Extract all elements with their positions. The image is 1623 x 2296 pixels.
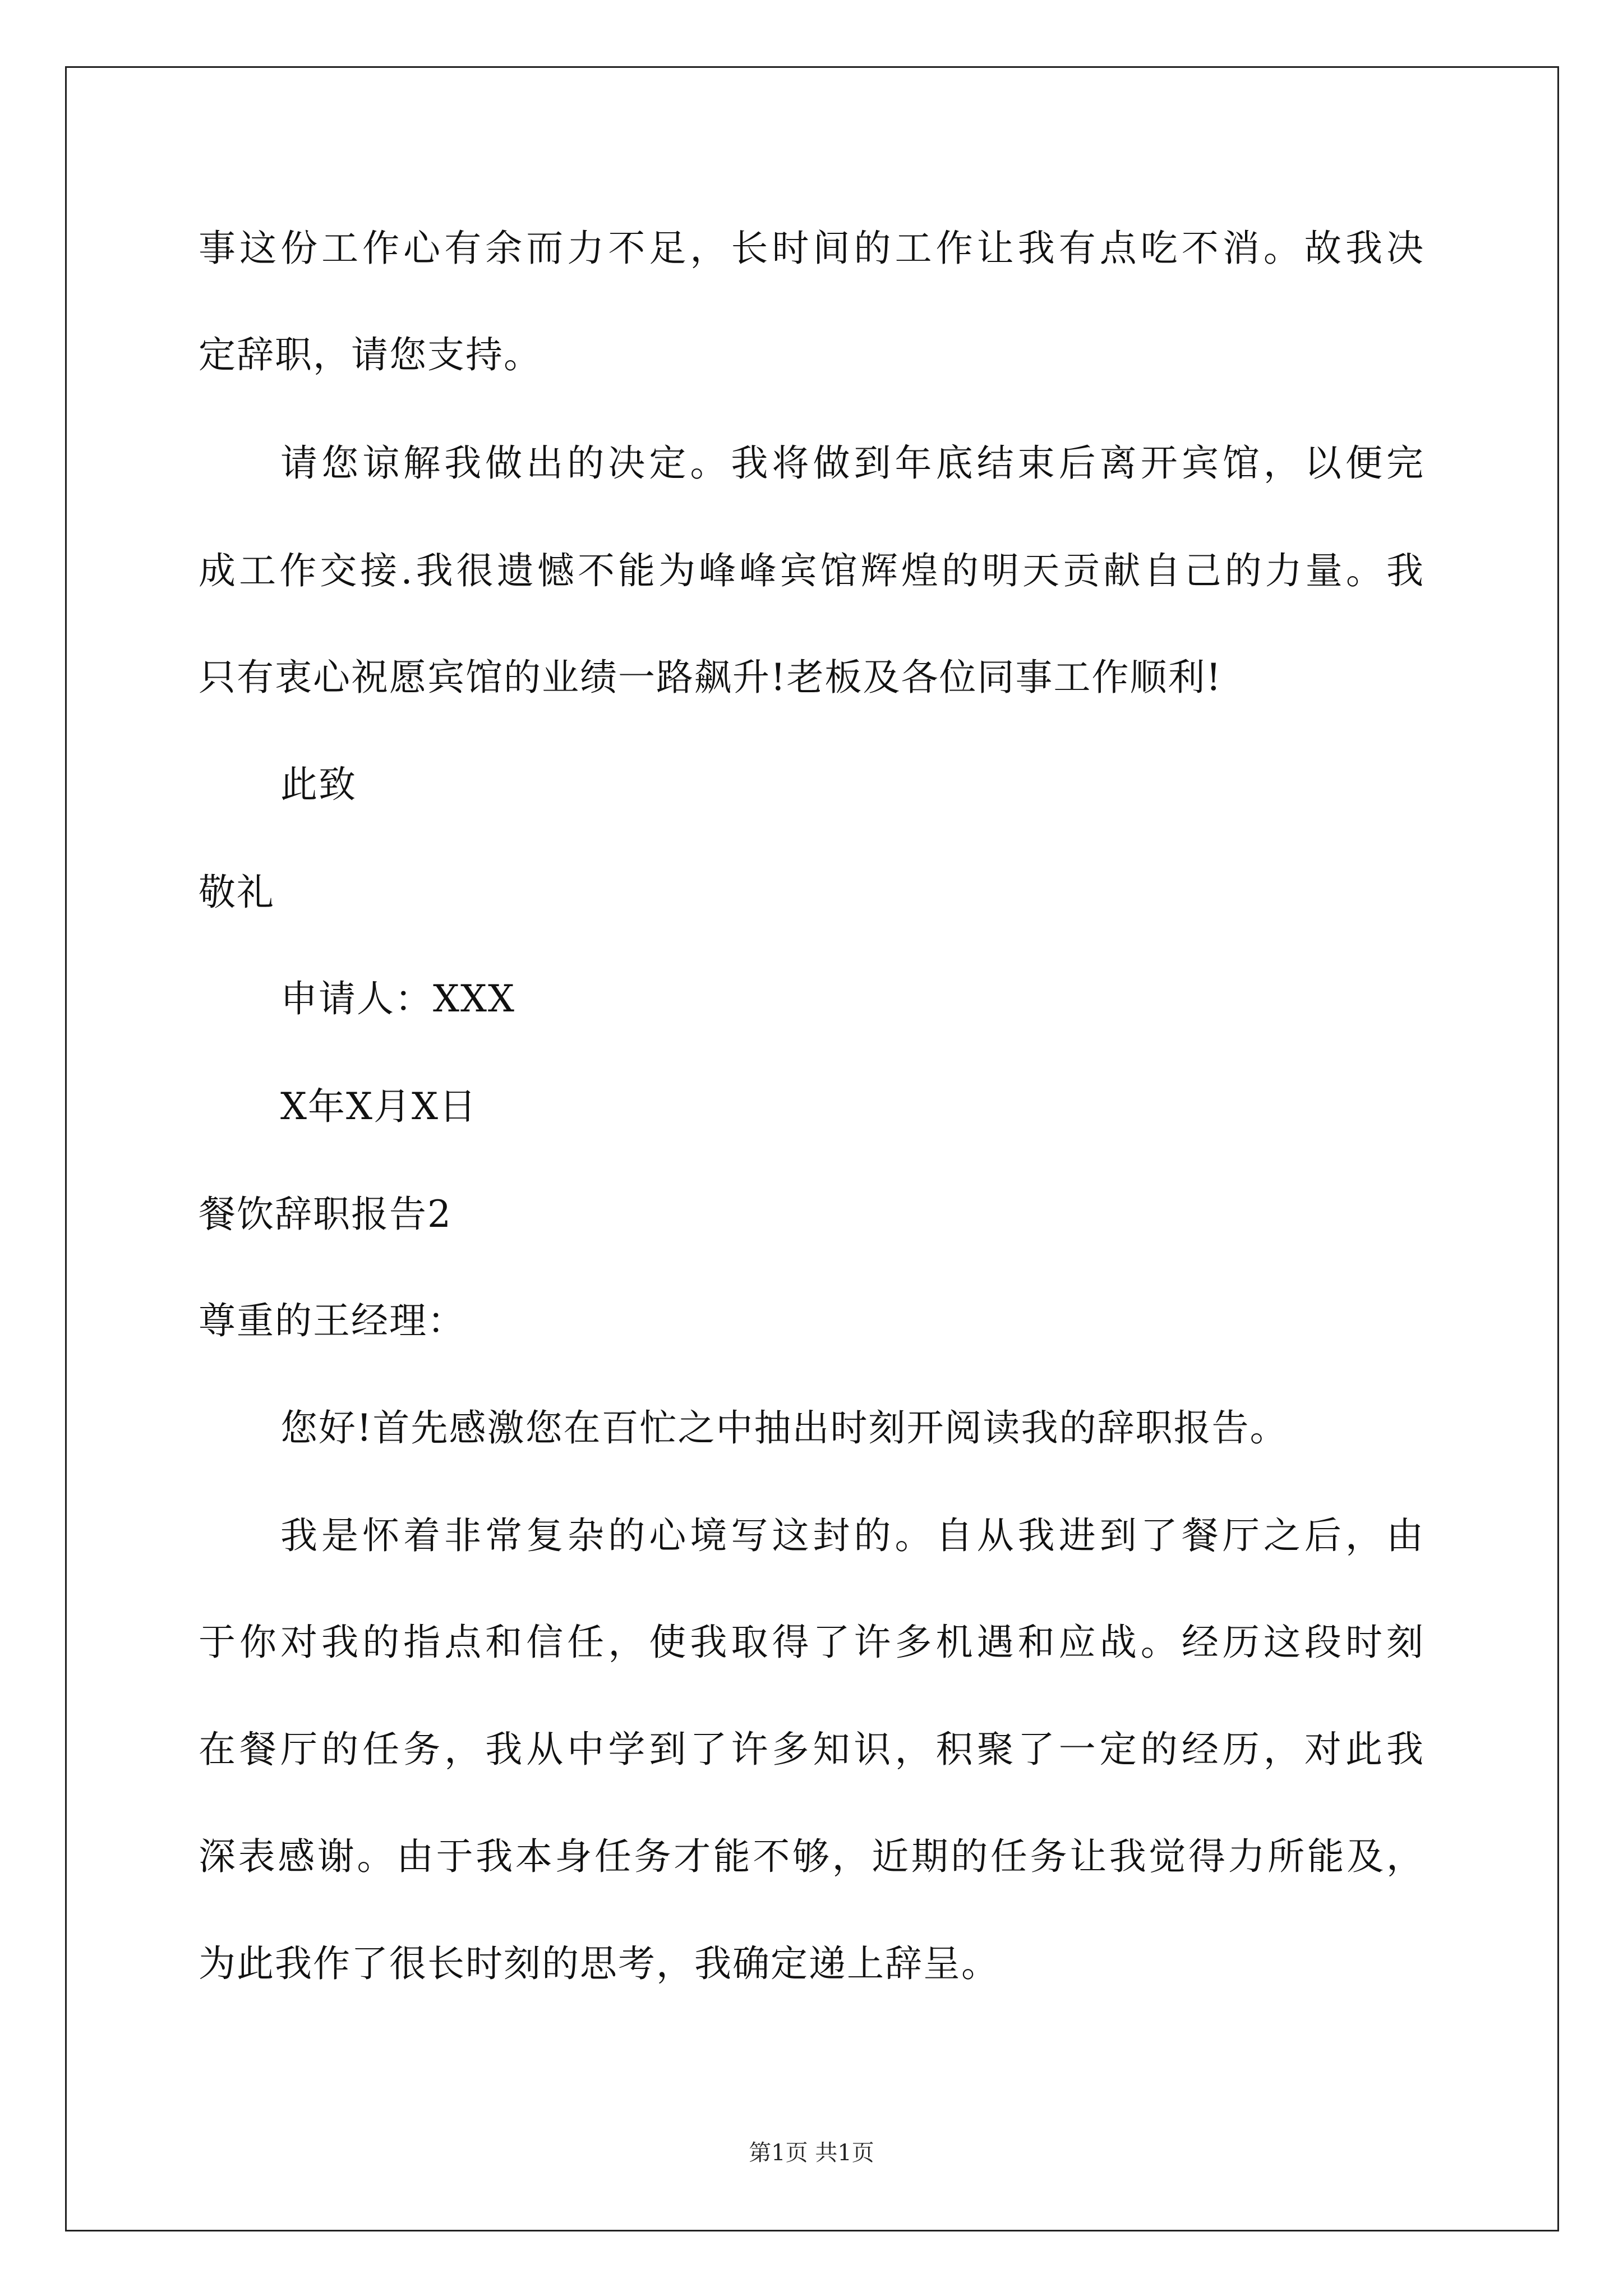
body-line-16: 深表感谢。由于我本身任务才能不够，近期的任务让我觉得力所能及， (199, 1835, 1424, 1878)
body-line-17: 为此我作了很长时刻的思考，我确定递上辞呈。 (199, 1942, 999, 1985)
body-line-15: 在餐厅的任务，我从中学到了许多知识，积聚了一定的经历，对此我 (199, 1728, 1424, 1771)
body-line-12: 您好!首先感激您在百忙之中抽出时刻开阅读我的辞职报告。 (280, 1406, 1288, 1450)
greeting-line: 尊重的王经理： (199, 1299, 465, 1342)
body-line-5: 只有衷心祝愿宾馆的业绩一路飙升!老板及各位同事工作顺利! (199, 656, 1223, 699)
body-line-1: 事这份工作心有余而力不足，长时间的工作让我有点吃不消。故我决 (199, 227, 1424, 270)
closing-salutation: 此致 (280, 763, 357, 806)
body-line-3: 请您谅解我做出的决定。我将做到年底结束后离开宾馆，以便完 (280, 441, 1424, 485)
body-line-4: 成工作交接.我很遗憾不能为峰峰宾馆辉煌的明天贡献自己的力量。我 (199, 549, 1424, 592)
body-line-2: 定辞职，请您支持。 (199, 333, 542, 376)
closing-respect: 敬礼 (199, 871, 275, 914)
section-title: 餐饮辞职报告2 (199, 1193, 452, 1236)
page-frame (65, 66, 1559, 2231)
date-line: X年X月X日 (280, 1085, 477, 1128)
body-line-14: 于你对我的指点和信任，使我取得了许多机遇和应战。经历这段时刻 (199, 1621, 1424, 1664)
body-line-13: 我是怀着非常复杂的心境写这封的。自从我进到了餐厅之后，由 (280, 1514, 1424, 1557)
page-footer: 第1页 共1页 (749, 2140, 874, 2166)
applicant-line: 申请人：XXX (280, 977, 515, 1020)
